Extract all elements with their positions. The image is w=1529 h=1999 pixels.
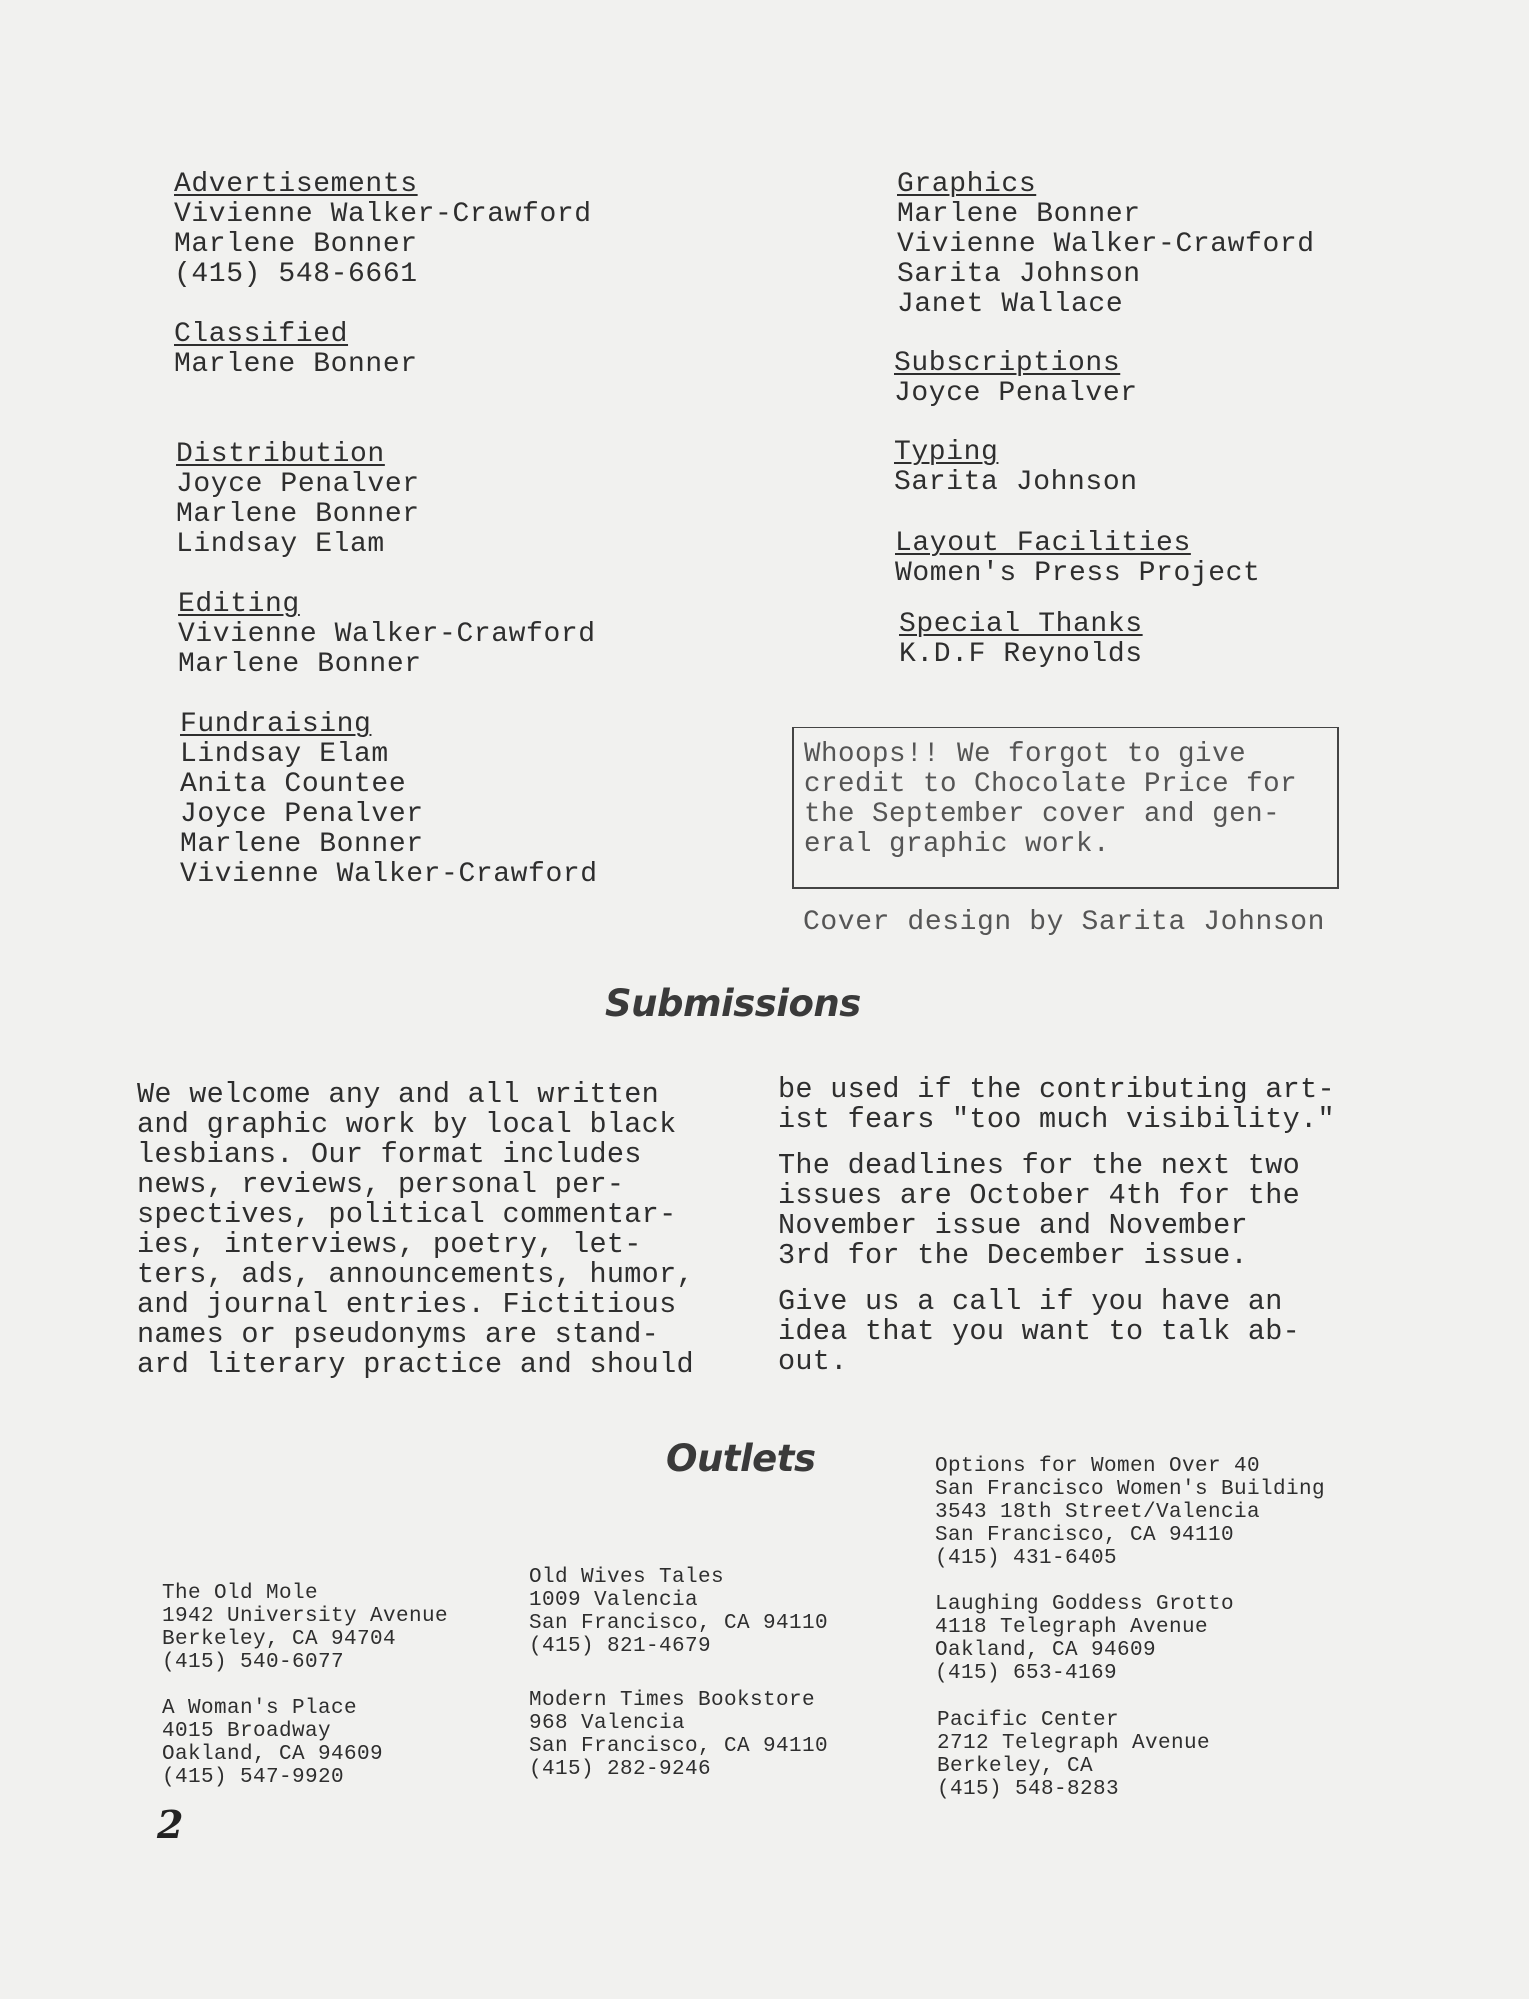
credit-name: Marlene Bonner [897, 199, 1141, 230]
credit-name: Marlene Bonner [180, 829, 424, 860]
outlet-old-wives-tales [529, 1566, 828, 1658]
submissions-paragraph [778, 1075, 1378, 1135]
outlet-name: Options for Women Over 40 [935, 1455, 1261, 1478]
note-line: credit to Chocolate Price for [804, 769, 1298, 800]
credit-heading: Distribution [176, 439, 385, 470]
outlet-name: A Woman's Place [162, 1697, 358, 1720]
credit-heading: Editing [178, 589, 300, 620]
outlet-city: San Francisco, CA 94110 [529, 1735, 829, 1758]
submissions-line: be used if the contributing art- [778, 1073, 1335, 1106]
outlet-city: Berkeley, CA 94704 [162, 1628, 397, 1651]
credit-special-thanks [899, 610, 1143, 670]
outlet-address: 2712 Telegraph Avenue [937, 1732, 1211, 1755]
credit-layout-facilities [895, 529, 1260, 589]
submissions-line: The deadlines for the next two [778, 1149, 1301, 1182]
credit-heading: Classified [174, 319, 349, 350]
credit-name: Janet Wallace [897, 289, 1124, 320]
outlet-address: San Francisco Women's Building [935, 1478, 1326, 1501]
credit-heading: Graphics [897, 169, 1037, 200]
outlet-city: San Francisco, CA 94110 [935, 1524, 1235, 1547]
outlet-phone: (415) 821-4679 [529, 1635, 712, 1658]
page-number: 2 [157, 1802, 184, 1847]
credit-heading: Advertisements [174, 169, 418, 200]
outlet-address: 1942 University Avenue [162, 1605, 449, 1628]
outlet-phone: (415) 540-6077 [162, 1651, 345, 1674]
submissions-line: out. [778, 1345, 848, 1378]
outlet-address: 4015 Broadway [162, 1720, 332, 1743]
outlet-address: 4118 Telegraph Avenue [935, 1616, 1209, 1639]
submissions-line: November issue and November [778, 1209, 1248, 1242]
credit-fundraising [180, 710, 598, 890]
credit-name: Marlene Bonner [178, 649, 422, 680]
credit-name: Joyce Penalver [180, 799, 424, 830]
outlet-the-old-mole [162, 1582, 448, 1674]
credit-heading: Subscriptions [894, 348, 1121, 379]
submissions-left-column [137, 1080, 737, 1396]
submissions-line: names or pseudonyms are stand- [137, 1318, 660, 1351]
credit-name: Vivienne Walker-Crawford [174, 199, 592, 230]
outlet-city: Berkeley, CA [937, 1755, 1094, 1778]
outlet-phone: (415) 548-8283 [937, 1778, 1120, 1801]
credit-phone: (415) 548-6661 [174, 259, 418, 290]
outlet-name: Modern Times Bookstore [529, 1689, 816, 1712]
outlet-phone: (415) 431-6405 [935, 1547, 1118, 1570]
credit-heading: Layout Facilities [895, 528, 1191, 559]
note-line: the September cover and gen- [804, 799, 1281, 830]
outlet-address: 968 Valencia [529, 1712, 686, 1735]
credit-typing [894, 438, 1138, 498]
credit-graphics [897, 170, 1315, 320]
credit-name: Anita Countee [180, 769, 407, 800]
outlet-city: Oakland, CA 94609 [162, 1743, 384, 1766]
outlet-name: Pacific Center [937, 1709, 1120, 1732]
outlet-address: 3543 18th Street/Valencia [935, 1501, 1261, 1524]
submissions-line: and graphic work by local black [137, 1108, 677, 1141]
submissions-line: ist fears "too much visibility." [778, 1103, 1335, 1136]
submissions-title: Submissions [605, 982, 861, 1025]
submissions-line: ters, ads, announcements, humor, [137, 1258, 694, 1291]
cover-credit: Cover design by Sarita Johnson [803, 907, 1326, 938]
outlet-address: 1009 Valencia [529, 1589, 699, 1612]
credit-name: Lindsay Elam [176, 529, 385, 560]
submissions-line: news, reviews, personal per- [137, 1168, 625, 1201]
correction-note-box [792, 727, 1339, 889]
credit-classified [174, 320, 418, 380]
submissions-line: and journal entries. Fictitious [137, 1288, 677, 1321]
submissions-line: lesbians. Our format includes [137, 1138, 642, 1171]
submissions-line: issues are October 4th for the [778, 1179, 1301, 1212]
submissions-line: spectives, political commentar- [137, 1198, 677, 1231]
credit-name: Joyce Penalver [176, 469, 420, 500]
outlet-a-womans-place [162, 1697, 383, 1789]
outlet-name: Laughing Goddess Grotto [935, 1593, 1235, 1616]
credit-heading: Typing [894, 437, 999, 468]
outlet-options-for-women-over-40 [935, 1455, 1325, 1570]
submissions-right-column [778, 1075, 1378, 1393]
submissions-paragraph [778, 1151, 1378, 1271]
credit-name: Sarita Johnson [897, 259, 1141, 290]
credit-subscriptions [894, 349, 1138, 409]
submissions-line: ies, interviews, poetry, let- [137, 1228, 642, 1261]
credit-heading: Special Thanks [899, 609, 1143, 640]
outlet-phone: (415) 653-4169 [935, 1662, 1118, 1685]
credit-name: Sarita Johnson [894, 467, 1138, 498]
outlet-laughing-goddess-grotto [935, 1593, 1234, 1685]
credit-name: Marlene Bonner [174, 229, 418, 260]
outlet-city: San Francisco, CA 94110 [529, 1612, 829, 1635]
outlet-modern-times-bookstore [529, 1689, 828, 1781]
credit-name: Vivienne Walker-Crawford [897, 229, 1315, 260]
submissions-line: Give us a call if you have an [778, 1285, 1283, 1318]
submissions-paragraph [778, 1287, 1378, 1377]
credit-editing [178, 590, 596, 680]
credit-name: Vivienne Walker-Crawford [178, 619, 596, 650]
outlet-pacific-center [937, 1709, 1210, 1801]
note-line: eral graphic work. [804, 829, 1111, 860]
outlet-phone: (415) 547-9920 [162, 1766, 345, 1789]
outlet-phone: (415) 282-9246 [529, 1758, 712, 1781]
submissions-line: We welcome any and all written [137, 1078, 660, 1111]
submissions-line: ard literary practice and should [137, 1348, 694, 1381]
credit-name: Women's Press Project [895, 558, 1261, 589]
credit-name: Marlene Bonner [174, 349, 418, 380]
credit-heading: Fundraising [180, 709, 372, 740]
credit-name: Joyce Penalver [894, 378, 1138, 409]
outlet-name: Old Wives Tales [529, 1566, 725, 1589]
credit-name: Vivienne Walker-Crawford [180, 859, 598, 890]
credit-distribution [176, 440, 420, 560]
outlet-city: Oakland, CA 94609 [935, 1639, 1157, 1662]
credit-advertisements [174, 170, 592, 290]
outlets-title: Outlets [666, 1437, 816, 1480]
credit-name: Marlene Bonner [176, 499, 420, 530]
credit-name: K.D.F Reynolds [899, 639, 1143, 670]
credit-name: Lindsay Elam [180, 739, 389, 770]
note-line: Whoops!! We forgot to give [804, 739, 1247, 770]
submissions-line: 3rd for the December issue. [778, 1239, 1248, 1272]
submissions-line: idea that you want to talk ab- [778, 1315, 1301, 1348]
outlet-name: The Old Mole [162, 1582, 319, 1605]
